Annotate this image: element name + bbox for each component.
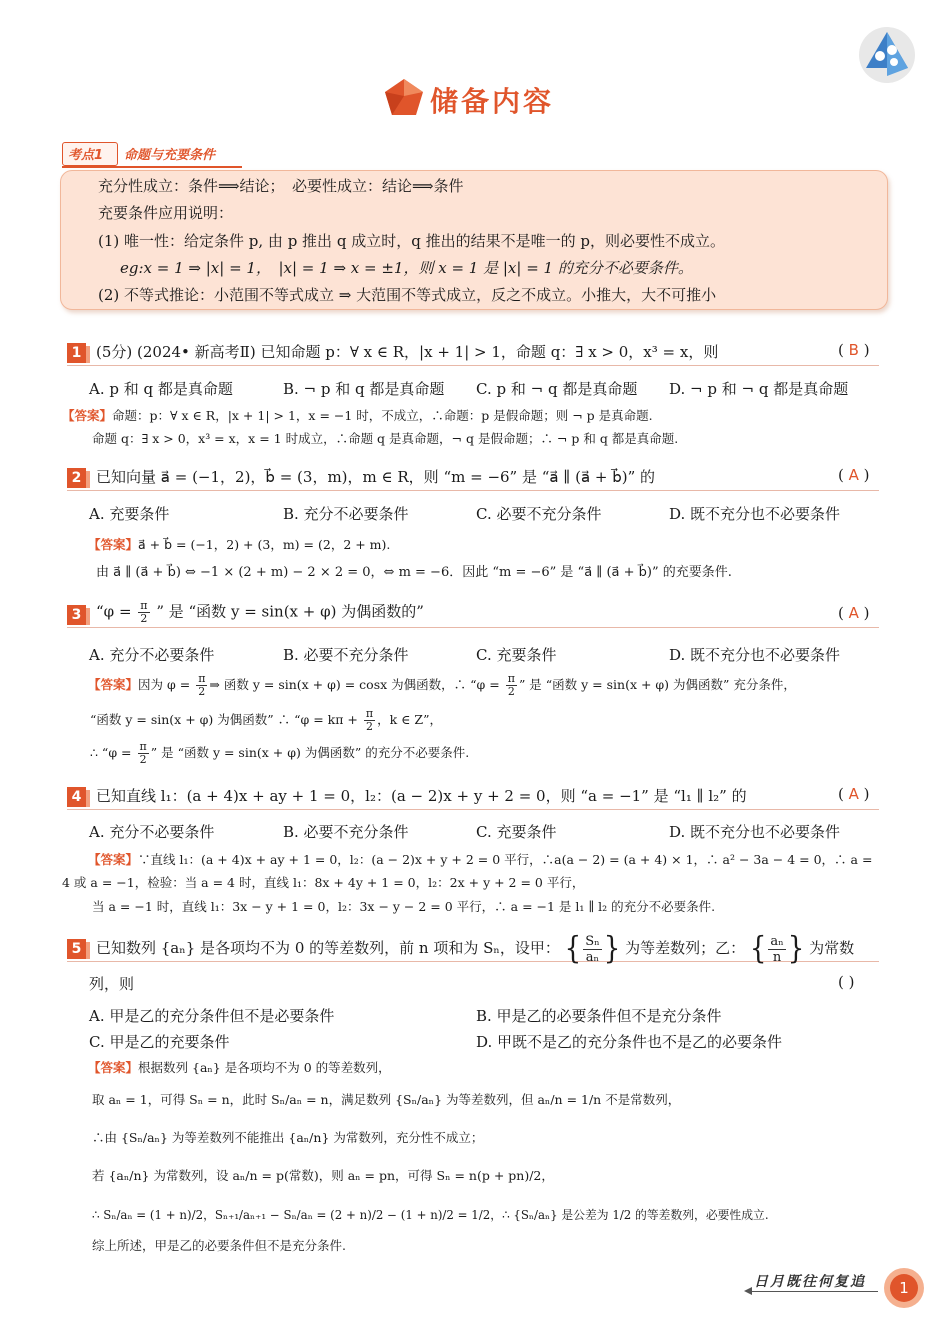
right-brace: } — [603, 931, 621, 967]
fraction — [364, 708, 375, 733]
answer-line: 由 a⃗ ∥ (a⃗ + b⃗) ⇔ −1 × (2 + m) − 2 × 2 = 0，⇔ m = −6．因此 “m = −6” 是 “a⃗ ∥ (a⃗ + b⃗)” 的充要条件. — [96, 565, 732, 580]
answer-text: “函数 y = sin(x + φ) 为偶函数” ∴ “φ = kπ + — [90, 712, 358, 727]
option-b: B. ¬ p 和 q 都是真命题 — [283, 380, 445, 398]
answer-line — [88, 673, 796, 698]
question-stem: (5分) (2024• 新高考Ⅱ) 已知命题 p：∀ x ∈ R，|x + 1| > 1，命题 q：∃ x > 0，x³ = x，则 — [96, 343, 719, 361]
answer-line — [88, 850, 872, 870]
question-number: 5 — [67, 939, 86, 959]
header-icon — [384, 78, 424, 116]
answer-line: 若 {aₙ/n} 为常数列，设 aₙ/n = p(常数)，则 aₙ = pn，可得 Sₙ = n(p + pn)/2， — [92, 1168, 554, 1183]
answer-line: 4 或 a = −1，检验：当 a = 4 时，直线 l₁：8x + 4y + 1 = 0，l₂：2x + y + 2 = 0 平行， — [62, 875, 585, 890]
answer-choice: ( A ) — [838, 466, 870, 484]
answer-line — [90, 708, 442, 733]
question-stem: 已知直线 l₁：(a + 4)x + ay + 1 = 0，l₂：(a − 2)x + y + 2 = 0，则 “a = −1” 是 “l₁ ∥ l₂” 的 — [96, 787, 747, 805]
answer-choice: ( A ) — [838, 785, 870, 803]
option-b: B. 充分不必要条件 — [283, 505, 409, 523]
corner-logo — [858, 26, 916, 84]
question-stem — [96, 930, 854, 966]
summary-line-4: eg:x = 1 ⇒ |x| = 1， |x| = 1 ⇒ x = ±1，则 x = 1 是 |x| = 1 的充分不必要条件。 — [120, 259, 693, 277]
answer-line — [88, 535, 390, 555]
summary-line-5: (2) 不等式推论：小范围不等式成立 ⇒ 大范围不等式成立，反之不成立。小推大，大不可推小 — [98, 286, 717, 304]
fraction-numerator: π — [365, 707, 374, 720]
answer-tag: 【答案】 — [62, 408, 113, 423]
question-divider — [67, 365, 879, 366]
option-a: A. 甲是乙的充分条件但不是必要条件 — [89, 1007, 335, 1025]
question-stem: 已知向量 a⃗ = (−1，2)，b⃗ = (3，m)，m ∈ R，则 “m = −6” 是 “a⃗ ∥ (a⃗ + b⃗)” 的 — [96, 468, 656, 486]
stem-text: 已知数列 {aₙ} 是各项均不为 0 的等差数列，前 n 项和为 Sₙ，设甲： — [96, 939, 560, 957]
option-c: C. 甲是乙的充要条件 — [89, 1033, 230, 1051]
answer-text: ⇒ 函数 y = sin(x + φ) = cosx 为偶函数，∴ “φ = — [209, 677, 500, 692]
right-brace: } — [787, 931, 805, 967]
answer-text: 命题：p：∀ x ∈ R，|x + 1| > 1，x = −1 时，不成立，∴命题：p 是假命题；则 ¬ p 是真命题. — [112, 408, 653, 423]
section-title: 命题与充要条件 — [124, 148, 216, 163]
footer-arrow — [750, 1291, 878, 1292]
option-b: B. 必要不充分条件 — [283, 823, 409, 841]
fraction-numerator: π — [507, 672, 515, 685]
option-c: C. p 和 ¬ q 都是真命题 — [476, 380, 638, 398]
pentagon-gem-icon — [384, 78, 424, 116]
question-number: 2 — [67, 468, 86, 488]
fraction-denominator: 2 — [139, 753, 147, 766]
question-stem — [96, 600, 424, 625]
answer-text: 因为 φ = — [138, 677, 191, 692]
option-a: A. 充分不必要条件 — [89, 823, 215, 841]
stem-text: 为等差数列；乙： — [625, 939, 746, 957]
answer-line: 综上所述，甲是乙的必要条件但不是充分条件. — [92, 1238, 346, 1253]
stem-text: “φ = — [96, 602, 132, 621]
answer-choice: ( A ) — [838, 604, 870, 622]
answer-line: ∴由 {Sₙ/aₙ} 为等差数列不能推出 {aₙ/n} 为常数列，充分性不成立； — [92, 1130, 484, 1145]
fraction-denominator: 2 — [366, 720, 373, 733]
fraction — [196, 673, 207, 698]
option-c: C. 充要条件 — [476, 646, 557, 664]
option-a: A. 充分不必要条件 — [89, 646, 215, 664]
left-brace: { — [749, 931, 767, 967]
answer-tag: 【答案】 — [88, 852, 139, 867]
footer-slogan: 日月既往何复追 — [754, 1274, 866, 1290]
answer-choice: ( ) — [838, 973, 855, 991]
summary-line-3: (1) 唯一性：给定条件 p, 由 p 推出 q 成立时，q 推出的结果不是唯一的 p，则必要性不成立。 — [98, 232, 725, 250]
answer-text: ∵直线 l₁：(a + 4)x + ay + 1 = 0，l₂：(a − 2)x + y + 2 = 0 平行，∴a(a − 2) = (a + 4) × 1，∴ a² − 3a − 4 = 0，∴ a = — [138, 852, 873, 867]
option-a: A. p 和 q 都是真命题 — [89, 380, 233, 398]
fraction — [138, 741, 149, 766]
answer-choice-letter: A — [848, 785, 859, 803]
question-divider — [67, 490, 879, 491]
page-title: 储备内容 — [430, 85, 555, 118]
answer-choice-letter: A — [848, 604, 859, 622]
option-c: C. 必要不充分条件 — [476, 505, 602, 523]
answer-line — [88, 1058, 391, 1078]
answer-text: ” 是 “函数 y = sin(x + φ) 为偶函数” 的充分不必要条件. — [150, 745, 470, 760]
fraction-numerator: π — [198, 672, 206, 685]
fraction-denominator: 2 — [140, 612, 148, 625]
option-d: D. 既不充分也不必要条件 — [669, 823, 841, 841]
question-number: 1 — [67, 343, 86, 363]
answer-text: ，k ∈ Z”， — [377, 712, 442, 727]
question-number: 4 — [67, 787, 86, 807]
question-number: 3 — [67, 605, 86, 625]
answer-line — [90, 741, 469, 766]
fraction-denominator: 2 — [507, 685, 515, 698]
fraction: $\frac{\text{aₙ}}{n}$ — [770, 933, 784, 965]
fraction-numerator: π — [140, 599, 148, 612]
option-d: D. ¬ p 和 ¬ q 都是真命题 — [669, 380, 849, 398]
stem-text: 为常数 — [809, 939, 855, 957]
answer-tag: 【答案】 — [88, 1060, 139, 1075]
fraction — [506, 673, 517, 698]
fraction-numerator: π — [139, 740, 147, 753]
answer-text: ∴ “φ = — [90, 745, 132, 760]
summary-line-1: 充分性成立：条件⟹结论； 必要性成立：结论⟹条件 — [98, 177, 464, 195]
question-divider — [67, 809, 879, 810]
summary-line-2: 充要条件应用说明： — [98, 204, 234, 222]
option-c: C. 充要条件 — [476, 823, 557, 841]
answer-text: ” 是 “函数 y = sin(x + φ) 为偶函数” 充分条件， — [518, 677, 796, 692]
answer-line — [62, 406, 653, 426]
section-underline — [62, 166, 242, 168]
option-b: B. 甲是乙的必要条件但不是充分条件 — [476, 1007, 722, 1025]
fraction: $\frac{\text{Sₙ}}{\text{aₙ}}$ — [585, 933, 600, 965]
answer-line: 当 a = −1 时，直线 l₁：3x − y + 1 = 0，l₂：3x − y − 2 = 0 平行，∴ a = −1 是 l₁ ∥ l₂ 的充分不必要条件. — [92, 899, 716, 914]
option-a: A. 充要条件 — [89, 505, 170, 523]
answer-tag: 【答案】 — [88, 677, 139, 692]
page-number: 1 — [890, 1274, 918, 1302]
section-tag-label: 考点1 — [68, 148, 104, 163]
answer-line: ∴ Sₙ/aₙ = (1 + n)/2，Sₙ₊₁/aₙ₊₁ − Sₙ/aₙ = (2 + n)/2 − (1 + n)/2 = 1/2，∴ {Sₙ/aₙ} 是公差为 1/2 的等差数列，必要性成立. — [92, 1208, 769, 1222]
answer-text: a⃗ + b⃗ = (−1，2) + (3，m) = (2，2 + m). — [138, 537, 391, 552]
left-brace: { — [564, 931, 582, 967]
arrow-left-icon — [744, 1287, 752, 1295]
answer-tag: 【答案】 — [88, 537, 139, 552]
answer-line: 命题 q：∃ x > 0，x³ = x，x = 1 时成立，∴命题 q 是真命题，¬ q 是假命题；∴ ¬ p 和 q 都是真命题. — [92, 431, 679, 446]
answer-text: 根据数列 {aₙ} 是各项均不为 0 的等差数列， — [138, 1060, 391, 1075]
answer-line: 取 aₙ = 1，可得 Sₙ = n，此时 Sₙ/aₙ = n，满足数列 {Sₙ/aₙ} 为等差数列，但 aₙ/n = 1/n 不是常数列， — [92, 1092, 681, 1107]
option-b: B. 必要不充分条件 — [283, 646, 409, 664]
option-d: D. 既不充分也不必要条件 — [669, 505, 841, 523]
answer-choice-letter: A — [848, 466, 859, 484]
fraction-denominator: 2 — [198, 685, 206, 698]
answer-choice: ( B ) — [838, 341, 870, 359]
stem-text: ” 是 “函数 y = sin(x + φ) 为偶函数的” — [156, 602, 424, 621]
answer-choice-letter: B — [848, 341, 859, 359]
fraction — [138, 600, 149, 625]
cube-logo-icon — [858, 26, 916, 84]
option-d: D. 既不充分也不必要条件 — [669, 646, 841, 664]
option-d: D. 甲既不是乙的充分条件也不是乙的必要条件 — [476, 1033, 783, 1051]
question-divider — [67, 627, 879, 628]
question-stem-continued: 列，则 — [89, 975, 135, 993]
